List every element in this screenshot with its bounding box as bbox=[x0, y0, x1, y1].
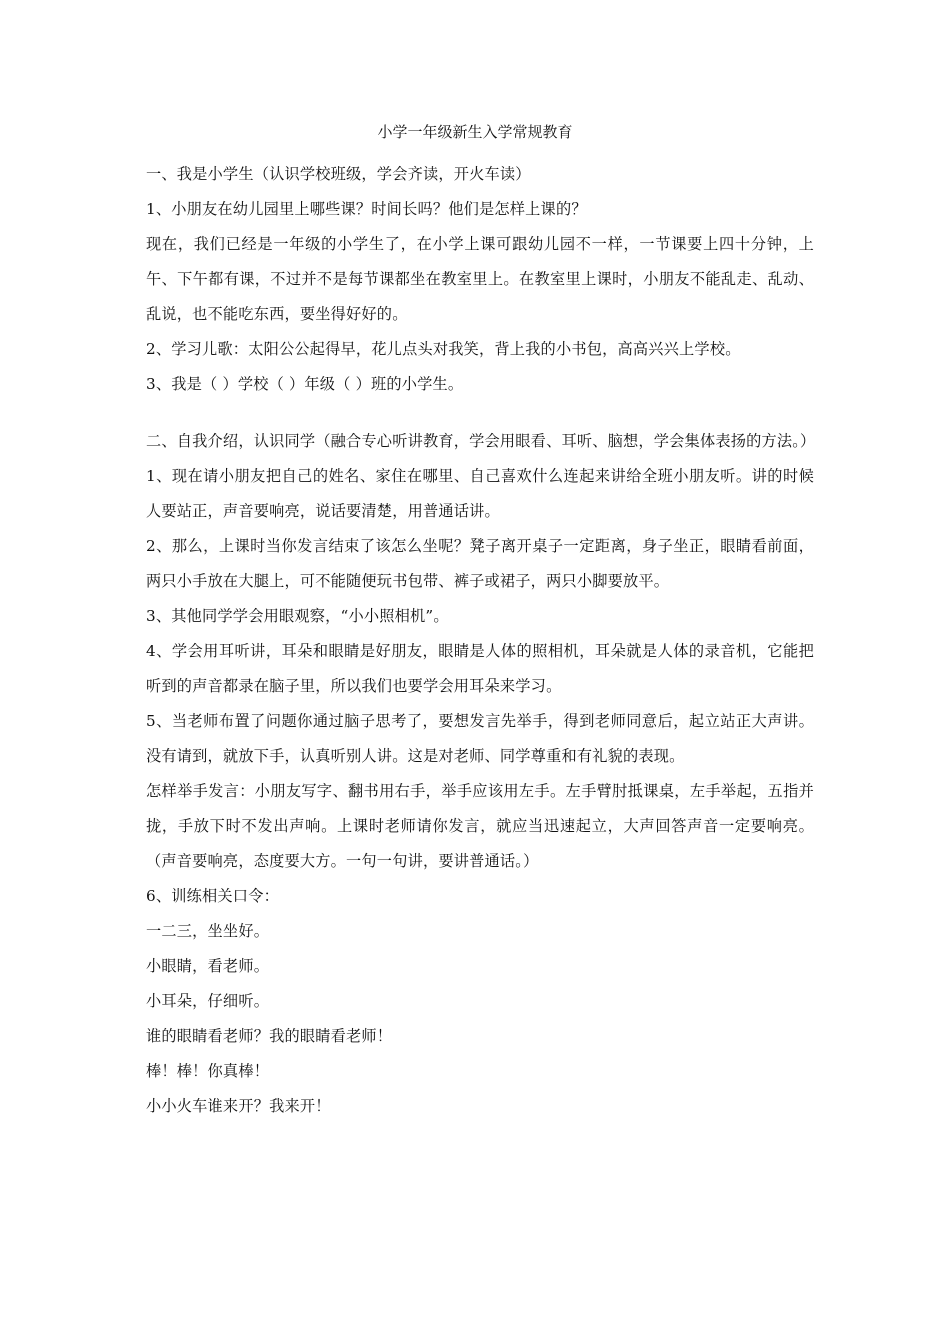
paragraph: 2、那么，上课时当你发言结束了该怎么坐呢？凳子离开桌子一定距离，身子坐正，眼睛看前面，两只小手放在大腿上，可不能随便玩书包带、裤子或裙子，两只小脚要放平。 bbox=[146, 537, 814, 590]
slogan-line: 谁的眼睛看老师？我的眼睛看老师！ bbox=[146, 1027, 393, 1045]
slogan-line: 小眼睛，看老师。 bbox=[146, 957, 270, 975]
slogan-line: 一二三，坐坐好。 bbox=[146, 922, 270, 940]
paragraph: 2、学习儿歌：太阳公公起得早，花儿点头对我笑，背上我的小书包，高高兴兴上学校。 bbox=[146, 340, 741, 358]
slogan-line: 棒！棒！你真棒！ bbox=[146, 1062, 270, 1080]
paragraph: 3、其他同学学会用眼观察，“小小照相机”。 bbox=[146, 607, 449, 625]
paragraph: 怎样举手发言：小朋友写字、翻书用右手，举手应该用左手。左手臂肘抵课桌，左手举起，五指并拢，手放下时不发出声响。上课时老师请你发言，就应当迅速起立，大声回答声音一定要响亮。（声音要响亮，态度要大方。一句一句讲，要讲普通话。） bbox=[146, 782, 814, 870]
paragraph: 5、当老师布置了问题你通过脑子思考了，要想发言先举手，得到老师同意后，起立站正大声讲。没有请到，就放下手，认真听别人讲。这是对老师、同学尊重和有礼貌的表现。 bbox=[146, 712, 814, 765]
paragraph: 现在，我们已经是一年级的小学生了，在小学上课可跟幼儿园不一样，一节课要上四十分钟，上午、下午都有课，不过并不是每节课都坐在教室里上。在教室里上课时，小朋友不能乱走、乱动、乱说，也不能吃东西，要坐得好好的。 bbox=[146, 235, 814, 323]
section-heading-2: 二、自我介绍，认识同学（融合专心听讲教育，学会用眼看、耳听、脑想，学会集体表扬的方法。） bbox=[146, 432, 816, 450]
paragraph: 3、我是（ ）学校（ ）年级（ ）班的小学生。 bbox=[146, 375, 464, 393]
document-body bbox=[146, 157, 814, 1124]
slogan-line: 小耳朵，仔细听。 bbox=[146, 992, 270, 1010]
document-title: 小学一年级新生入学常规教育 bbox=[377, 123, 573, 141]
section-heading-1: 一、我是小学生（认识学校班级，学会齐读，开火车读） bbox=[146, 165, 531, 183]
section-spacer bbox=[146, 402, 814, 424]
slogan-line: 小小火车谁来开？我来开！ bbox=[146, 1097, 331, 1115]
paragraph: 4、学会用耳听讲，耳朵和眼睛是好朋友，眼睛是人体的照相机，耳朵就是人体的录音机，它能把听到的声音都录在脑子里，所以我们也要学会用耳朵来学习。 bbox=[146, 642, 814, 695]
paragraph: 1、小朋友在幼儿园里上哪些课？时间长吗？他们是怎样上课的？ bbox=[146, 200, 587, 218]
paragraph: 6、训练相关口令： bbox=[146, 887, 279, 905]
paragraph: 1、现在请小朋友把自己的姓名、家住在哪里、自己喜欢什么连起来讲给全班小朋友听。讲的时候人要站正，声音要响亮，说话要清楚，用普通话讲。 bbox=[146, 467, 814, 520]
